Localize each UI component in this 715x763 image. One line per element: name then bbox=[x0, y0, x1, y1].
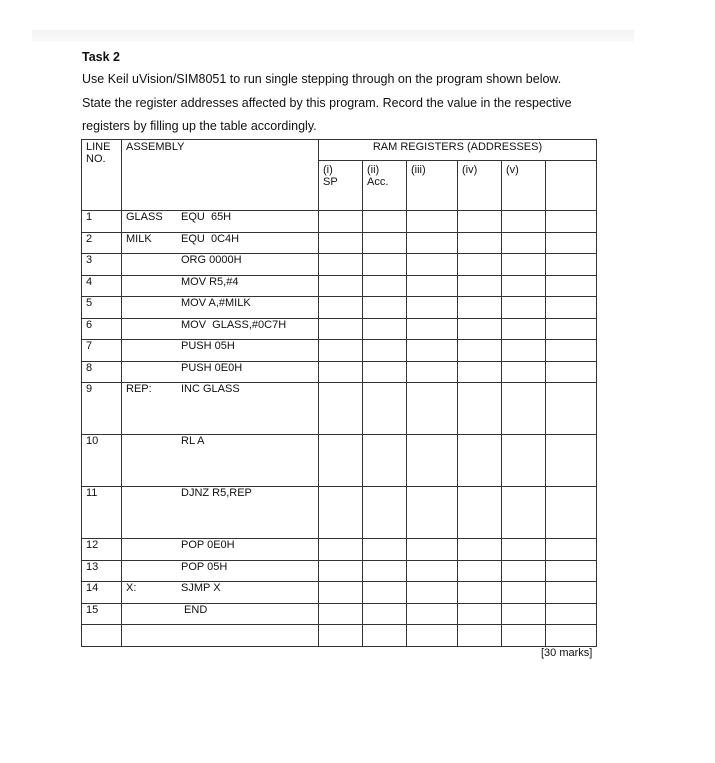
register-value-cell[interactable] bbox=[319, 383, 363, 435]
table-row bbox=[82, 487, 597, 539]
register-value-cell[interactable] bbox=[546, 275, 597, 297]
register-value-cell[interactable] bbox=[407, 275, 458, 297]
register-value-cell[interactable] bbox=[458, 340, 502, 362]
register-value-cell[interactable] bbox=[502, 340, 546, 362]
assembly-instruction: MOV R5,#4 bbox=[181, 275, 239, 288]
register-value-cell[interactable] bbox=[546, 211, 597, 233]
register-value-cell[interactable] bbox=[319, 232, 363, 254]
line-number-cell bbox=[82, 361, 122, 383]
line-number-cell bbox=[82, 435, 122, 487]
register-value-cell[interactable] bbox=[407, 232, 458, 254]
register-value-cell[interactable] bbox=[407, 603, 458, 625]
register-value-cell[interactable] bbox=[546, 582, 597, 604]
register-value-cell[interactable] bbox=[407, 487, 458, 539]
assembly-cell bbox=[122, 435, 319, 487]
assembly-instruction: PUSH 05H bbox=[181, 340, 235, 352]
register-value-cell[interactable] bbox=[546, 232, 597, 254]
register-value-cell[interactable] bbox=[363, 254, 407, 276]
register-value-cell[interactable] bbox=[458, 275, 502, 297]
register-value-cell[interactable] bbox=[502, 318, 546, 340]
line-number: 9 bbox=[86, 383, 93, 395]
register-value-cell[interactable] bbox=[502, 383, 546, 435]
line-number-cell bbox=[82, 211, 122, 233]
header-line-no bbox=[82, 140, 122, 211]
assembly-instruction: ORG 0000H bbox=[181, 254, 242, 266]
header-assembly-text: ASSEMBLY bbox=[126, 141, 185, 153]
table-row bbox=[82, 560, 597, 582]
line-number: 8 bbox=[86, 361, 93, 374]
register-value-cell[interactable] bbox=[407, 254, 458, 276]
register-value-cell[interactable] bbox=[363, 232, 407, 254]
assembly-label: MILK bbox=[126, 232, 152, 245]
table-row bbox=[82, 383, 597, 435]
table-row bbox=[82, 297, 597, 319]
register-value-cell[interactable] bbox=[363, 603, 407, 625]
table-row bbox=[82, 582, 597, 604]
register-table-body bbox=[82, 211, 597, 647]
register-value-cell[interactable] bbox=[319, 254, 363, 276]
register-value-cell[interactable] bbox=[546, 361, 597, 383]
line-number: 15 bbox=[86, 603, 99, 616]
register-value-cell[interactable] bbox=[407, 560, 458, 582]
register-value-cell[interactable] bbox=[458, 361, 502, 383]
line-number-cell bbox=[82, 254, 122, 276]
table-row bbox=[82, 232, 597, 254]
table-row bbox=[82, 539, 597, 561]
register-value-cell[interactable] bbox=[458, 625, 502, 647]
register-value-cell[interactable] bbox=[319, 582, 363, 604]
register-value-cell[interactable] bbox=[363, 275, 407, 297]
register-value-cell[interactable] bbox=[363, 340, 407, 362]
subcol-iv-text: (iv) bbox=[462, 164, 478, 176]
subcol-acc-text: (ii) Acc. bbox=[367, 164, 389, 188]
table-row bbox=[82, 275, 597, 297]
register-value-cell[interactable] bbox=[502, 560, 546, 582]
assembly-instruction: PUSH 0E0H bbox=[181, 361, 243, 374]
assembly-instruction: RL A bbox=[181, 435, 205, 447]
register-value-cell[interactable] bbox=[546, 603, 597, 625]
assembly-cell bbox=[122, 487, 319, 539]
register-value-cell[interactable] bbox=[319, 340, 363, 362]
assembly-cell bbox=[122, 539, 319, 561]
assembly-cell bbox=[122, 275, 319, 297]
register-value-cell[interactable] bbox=[458, 318, 502, 340]
register-value-cell[interactable] bbox=[319, 539, 363, 561]
line-number: 11 bbox=[86, 487, 98, 499]
register-value-cell[interactable] bbox=[502, 275, 546, 297]
subcol-iii-text: (iii) bbox=[411, 164, 426, 176]
header-assembly bbox=[122, 140, 319, 211]
register-value-cell[interactable] bbox=[502, 232, 546, 254]
assembly-cell bbox=[122, 361, 319, 383]
register-value-cell[interactable] bbox=[502, 487, 546, 539]
instruction-line-3: registers by filling up the table accordingly. bbox=[82, 119, 317, 133]
register-value-cell[interactable] bbox=[546, 625, 597, 647]
instruction-line-1: Use Keil uVision/SIM8051 to run single stepping through on the program shown below. bbox=[82, 72, 562, 86]
assembly-cell bbox=[122, 603, 319, 625]
header-line-no-text: LINE NO. bbox=[86, 141, 111, 165]
register-value-cell[interactable] bbox=[407, 361, 458, 383]
register-value-cell[interactable] bbox=[319, 560, 363, 582]
register-value-cell[interactable] bbox=[407, 539, 458, 561]
register-value-cell[interactable] bbox=[363, 435, 407, 487]
line-number-cell bbox=[82, 625, 122, 647]
register-value-cell[interactable] bbox=[502, 582, 546, 604]
register-value-cell[interactable] bbox=[319, 625, 363, 647]
register-value-cell[interactable] bbox=[319, 487, 363, 539]
register-value-cell[interactable] bbox=[319, 603, 363, 625]
assembly-instruction: EQU 65H bbox=[181, 211, 232, 223]
assembly-cell bbox=[122, 211, 319, 233]
assembly-cell bbox=[122, 582, 319, 604]
register-value-cell[interactable] bbox=[407, 340, 458, 362]
table-row bbox=[82, 254, 597, 276]
register-value-cell[interactable] bbox=[458, 539, 502, 561]
table-row bbox=[82, 318, 597, 340]
task-title: Task 2 bbox=[82, 50, 120, 64]
assembly-instruction: MOV GLASS,#0C7H bbox=[181, 318, 287, 331]
subcol-v-text: (v) bbox=[506, 164, 519, 176]
line-number: 5 bbox=[86, 297, 93, 309]
register-value-cell[interactable] bbox=[407, 435, 458, 487]
assembly-cell bbox=[122, 254, 319, 276]
subcol-iv bbox=[458, 161, 502, 211]
register-value-cell[interactable] bbox=[546, 383, 597, 435]
instruction-line-2: State the register addresses affected by this program. Record the value in the respective bbox=[82, 96, 572, 110]
table-row bbox=[82, 435, 597, 487]
register-value-cell[interactable] bbox=[319, 211, 363, 233]
line-number: 2 bbox=[86, 232, 93, 245]
page-top-band bbox=[32, 30, 634, 42]
table-row bbox=[82, 211, 597, 233]
line-number-cell bbox=[82, 539, 122, 561]
table-row bbox=[82, 361, 597, 383]
subcol-acc bbox=[363, 161, 407, 211]
register-value-cell[interactable] bbox=[407, 582, 458, 604]
register-value-cell[interactable] bbox=[458, 232, 502, 254]
register-value-cell[interactable] bbox=[458, 603, 502, 625]
line-number: 1 bbox=[86, 211, 93, 223]
register-value-cell[interactable] bbox=[502, 361, 546, 383]
header-row-1 bbox=[82, 140, 597, 161]
line-number-cell bbox=[82, 232, 122, 254]
register-value-cell[interactable] bbox=[458, 582, 502, 604]
subcol-sp bbox=[319, 161, 363, 211]
assembly-instruction: EQU 0C4H bbox=[181, 232, 240, 245]
register-value-cell[interactable] bbox=[363, 383, 407, 435]
subcol-vi bbox=[546, 161, 597, 211]
register-value-cell[interactable] bbox=[546, 340, 597, 362]
register-value-cell[interactable] bbox=[407, 625, 458, 647]
assembly-cell bbox=[122, 318, 319, 340]
subcol-v bbox=[502, 161, 546, 211]
register-value-cell[interactable] bbox=[363, 539, 407, 561]
register-value-cell[interactable] bbox=[502, 539, 546, 561]
assembly-instruction: INC GLASS bbox=[181, 383, 240, 395]
register-value-cell[interactable] bbox=[319, 435, 363, 487]
line-number: 14 bbox=[86, 582, 99, 594]
line-number: 12 bbox=[86, 539, 99, 551]
register-value-cell[interactable] bbox=[546, 318, 597, 340]
line-number-cell bbox=[82, 340, 122, 362]
line-number: 10 bbox=[86, 435, 99, 447]
register-value-cell[interactable] bbox=[458, 211, 502, 233]
assembly-cell bbox=[122, 560, 319, 582]
assembly-instruction: END bbox=[181, 603, 208, 616]
register-value-cell[interactable] bbox=[458, 254, 502, 276]
header-ram-registers bbox=[319, 140, 597, 161]
register-value-cell[interactable] bbox=[363, 297, 407, 319]
register-value-cell[interactable] bbox=[502, 435, 546, 487]
assembly-label: GLASS bbox=[126, 211, 163, 223]
register-value-cell[interactable] bbox=[363, 582, 407, 604]
line-number-cell bbox=[82, 275, 122, 297]
register-value-cell[interactable] bbox=[502, 211, 546, 233]
register-value-cell[interactable] bbox=[546, 487, 597, 539]
register-value-cell[interactable] bbox=[502, 625, 546, 647]
register-value-cell[interactable] bbox=[363, 487, 407, 539]
register-value-cell[interactable] bbox=[407, 318, 458, 340]
register-value-cell[interactable] bbox=[546, 435, 597, 487]
table-row bbox=[82, 340, 597, 362]
register-value-cell[interactable] bbox=[407, 297, 458, 319]
assembly-label: X: bbox=[126, 582, 137, 594]
assembly-cell bbox=[122, 297, 319, 319]
assembly-instruction: DJNZ R5,REP bbox=[181, 487, 252, 499]
assembly-instruction: SJMP X bbox=[181, 582, 221, 594]
register-value-cell[interactable] bbox=[458, 560, 502, 582]
marks-label: [30 marks] bbox=[541, 647, 593, 659]
register-value-cell[interactable] bbox=[319, 318, 363, 340]
assembly-cell bbox=[122, 232, 319, 254]
line-number-cell bbox=[82, 582, 122, 604]
assembly-label: REP: bbox=[126, 383, 152, 395]
assembly-instruction: POP 0E0H bbox=[181, 539, 235, 551]
register-value-cell[interactable] bbox=[363, 625, 407, 647]
line-number-cell bbox=[82, 318, 122, 340]
register-value-cell[interactable] bbox=[502, 254, 546, 276]
line-number-cell bbox=[82, 383, 122, 435]
register-value-cell[interactable] bbox=[458, 297, 502, 319]
register-table bbox=[81, 139, 597, 647]
register-value-cell[interactable] bbox=[319, 275, 363, 297]
assembly-cell bbox=[122, 625, 319, 647]
register-value-cell[interactable] bbox=[407, 211, 458, 233]
register-value-cell[interactable] bbox=[363, 361, 407, 383]
line-number: 6 bbox=[86, 318, 93, 331]
line-number-cell bbox=[82, 297, 122, 319]
register-value-cell[interactable] bbox=[319, 361, 363, 383]
register-value-cell[interactable] bbox=[546, 254, 597, 276]
register-value-cell[interactable] bbox=[458, 383, 502, 435]
header-ram-registers-text: RAM REGISTERS (ADDRESSES) bbox=[372, 141, 543, 153]
subcol-iii bbox=[407, 161, 458, 211]
register-value-cell[interactable] bbox=[319, 297, 363, 319]
subcol-vi-text bbox=[550, 161, 592, 164]
assembly-instruction: MOV A,#MILK bbox=[181, 297, 251, 309]
register-value-cell[interactable] bbox=[502, 297, 546, 319]
register-value-cell[interactable] bbox=[458, 487, 502, 539]
register-value-cell[interactable] bbox=[363, 318, 407, 340]
subcol-sp-text: (i) SP bbox=[323, 164, 338, 188]
register-value-cell[interactable] bbox=[546, 560, 597, 582]
register-value-cell[interactable] bbox=[407, 383, 458, 435]
assembly-instruction: POP 05H bbox=[181, 560, 228, 573]
line-number-cell bbox=[82, 560, 122, 582]
line-number: 13 bbox=[86, 560, 99, 573]
register-value-cell[interactable] bbox=[502, 603, 546, 625]
register-value-cell[interactable] bbox=[546, 539, 597, 561]
line-number-cell bbox=[82, 603, 122, 625]
line-number: 7 bbox=[86, 340, 93, 352]
register-value-cell[interactable] bbox=[458, 435, 502, 487]
register-value-cell[interactable] bbox=[363, 211, 407, 233]
line-number: 4 bbox=[86, 275, 93, 288]
register-value-cell[interactable] bbox=[546, 297, 597, 319]
line-number-cell bbox=[82, 487, 122, 539]
line-number: 3 bbox=[86, 254, 93, 266]
table-row bbox=[82, 625, 597, 647]
register-value-cell[interactable] bbox=[363, 560, 407, 582]
assembly-cell bbox=[122, 340, 319, 362]
assembly-cell bbox=[122, 383, 319, 435]
table-row bbox=[82, 603, 597, 625]
